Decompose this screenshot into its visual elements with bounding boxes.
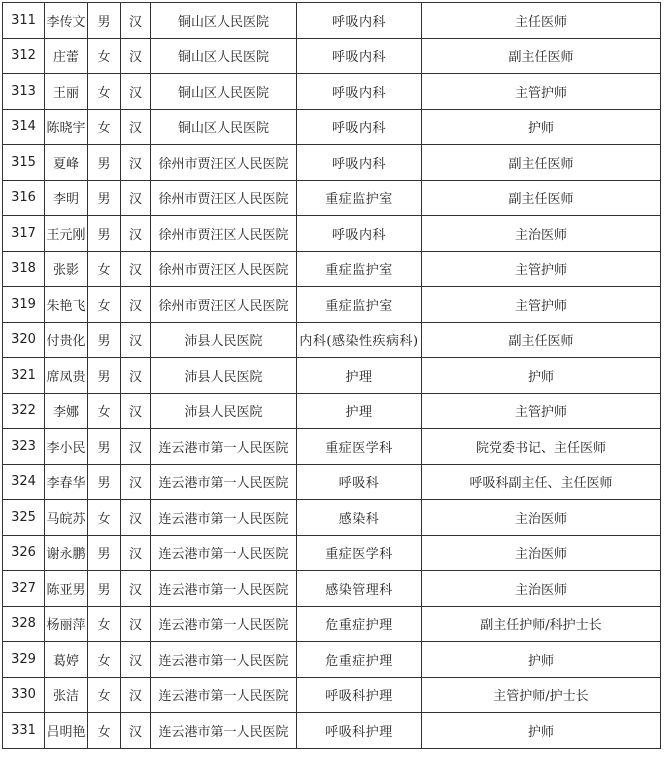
job-title-cell: 主管护师 [422, 74, 661, 110]
person-name: 李小民 [45, 429, 88, 465]
hospital-cell: 徐州市贾汪区人民医院 [151, 180, 297, 216]
gender-cell: 男 [88, 571, 121, 607]
row-number: 320 [3, 322, 45, 358]
job-title-cell: 院党委书记、主任医师 [422, 429, 661, 465]
job-title-cell: 护师 [422, 713, 661, 749]
department-cell: 重症医学科 [297, 429, 422, 465]
staff-table [2, 2, 661, 749]
person-name: 席凤贵 [45, 358, 88, 394]
hospital-cell: 连云港市第一人民医院 [151, 677, 297, 713]
person-name: 王元刚 [45, 216, 88, 252]
hospital-cell: 铜山区人民医院 [151, 109, 297, 145]
ethnicity-cell: 汉 [121, 251, 151, 287]
gender-cell: 女 [88, 251, 121, 287]
hospital-cell: 徐州市贾汪区人民医院 [151, 216, 297, 252]
table-row [3, 500, 661, 536]
job-title-cell: 护师 [422, 642, 661, 678]
row-number: 318 [3, 251, 45, 287]
ethnicity-cell: 汉 [121, 216, 151, 252]
department-cell: 呼吸科 [297, 464, 422, 500]
gender-cell: 女 [88, 500, 121, 536]
row-number: 325 [3, 500, 45, 536]
department-cell: 呼吸内科 [297, 3, 422, 39]
job-title-cell: 主治医师 [422, 535, 661, 571]
row-number: 317 [3, 216, 45, 252]
job-title-cell: 呼吸科副主任、主任医师 [422, 464, 661, 500]
person-name: 李传文 [45, 3, 88, 39]
person-name: 陈晓宇 [45, 109, 88, 145]
department-cell: 危重症护理 [297, 642, 422, 678]
gender-cell: 女 [88, 677, 121, 713]
gender-cell: 男 [88, 535, 121, 571]
row-number: 321 [3, 358, 45, 394]
job-title-cell: 副主任护师/科护士长 [422, 606, 661, 642]
person-name: 夏峰 [45, 145, 88, 181]
person-name: 马皖苏 [45, 500, 88, 536]
person-name: 庄蕾 [45, 38, 88, 74]
ethnicity-cell: 汉 [121, 109, 151, 145]
hospital-cell: 沛县人民医院 [151, 358, 297, 394]
ethnicity-cell: 汉 [121, 713, 151, 749]
row-number: 316 [3, 180, 45, 216]
hospital-cell: 沛县人民医院 [151, 393, 297, 429]
table-row [3, 287, 661, 323]
ethnicity-cell: 汉 [121, 358, 151, 394]
gender-cell: 男 [88, 216, 121, 252]
gender-cell: 女 [88, 109, 121, 145]
person-name: 李春华 [45, 464, 88, 500]
department-cell: 呼吸内科 [297, 216, 422, 252]
ethnicity-cell: 汉 [121, 322, 151, 358]
ethnicity-cell: 汉 [121, 393, 151, 429]
person-name: 吕明艳 [45, 713, 88, 749]
hospital-cell: 徐州市贾汪区人民医院 [151, 145, 297, 181]
gender-cell: 男 [88, 322, 121, 358]
row-number: 319 [3, 287, 45, 323]
ethnicity-cell: 汉 [121, 429, 151, 465]
gender-cell: 女 [88, 393, 121, 429]
row-number: 311 [3, 3, 45, 39]
table-row [3, 251, 661, 287]
row-number: 329 [3, 642, 45, 678]
hospital-cell: 连云港市第一人民医院 [151, 571, 297, 607]
job-title-cell: 副主任医师 [422, 38, 661, 74]
person-name: 朱艳飞 [45, 287, 88, 323]
job-title-cell: 副主任医师 [422, 145, 661, 181]
table-row [3, 216, 661, 252]
person-name: 付贵化 [45, 322, 88, 358]
job-title-cell: 主管护师/护士长 [422, 677, 661, 713]
hospital-cell: 铜山区人民医院 [151, 74, 297, 110]
table-row [3, 571, 661, 607]
table-row [3, 464, 661, 500]
department-cell: 呼吸内科 [297, 74, 422, 110]
table-row [3, 677, 661, 713]
job-title-cell: 主管护师 [422, 393, 661, 429]
ethnicity-cell: 汉 [121, 180, 151, 216]
row-number: 330 [3, 677, 45, 713]
ethnicity-cell: 汉 [121, 74, 151, 110]
gender-cell: 男 [88, 429, 121, 465]
row-number: 322 [3, 393, 45, 429]
staff-table-body [3, 3, 661, 749]
job-title-cell: 主管护师 [422, 251, 661, 287]
department-cell: 呼吸内科 [297, 38, 422, 74]
row-number: 324 [3, 464, 45, 500]
department-cell: 护理 [297, 358, 422, 394]
ethnicity-cell: 汉 [121, 464, 151, 500]
department-cell: 重症监护室 [297, 251, 422, 287]
department-cell: 重症监护室 [297, 287, 422, 323]
hospital-cell: 徐州市贾汪区人民医院 [151, 287, 297, 323]
job-title-cell: 护师 [422, 358, 661, 394]
gender-cell: 男 [88, 145, 121, 181]
department-cell: 护理 [297, 393, 422, 429]
hospital-cell: 连云港市第一人民医院 [151, 429, 297, 465]
table-row [3, 180, 661, 216]
table-row [3, 74, 661, 110]
job-title-cell: 护师 [422, 109, 661, 145]
row-number: 313 [3, 74, 45, 110]
row-number: 328 [3, 606, 45, 642]
row-number: 326 [3, 535, 45, 571]
row-number: 312 [3, 38, 45, 74]
table-row [3, 535, 661, 571]
gender-cell: 女 [88, 287, 121, 323]
person-name: 张影 [45, 251, 88, 287]
person-name: 陈亚男 [45, 571, 88, 607]
job-title-cell: 副主任医师 [422, 322, 661, 358]
table-row [3, 393, 661, 429]
gender-cell: 男 [88, 464, 121, 500]
hospital-cell: 铜山区人民医院 [151, 3, 297, 39]
table-row [3, 145, 661, 181]
table-row [3, 713, 661, 749]
hospital-cell: 徐州市贾汪区人民医院 [151, 251, 297, 287]
gender-cell: 男 [88, 358, 121, 394]
row-number: 323 [3, 429, 45, 465]
ethnicity-cell: 汉 [121, 677, 151, 713]
row-number: 327 [3, 571, 45, 607]
table-row [3, 109, 661, 145]
person-name: 张洁 [45, 677, 88, 713]
job-title-cell: 主任医师 [422, 3, 661, 39]
hospital-cell: 连云港市第一人民医院 [151, 642, 297, 678]
job-title-cell: 主治医师 [422, 216, 661, 252]
department-cell: 呼吸内科 [297, 109, 422, 145]
table-row [3, 642, 661, 678]
ethnicity-cell: 汉 [121, 500, 151, 536]
ethnicity-cell: 汉 [121, 38, 151, 74]
job-title-cell: 主管护师 [422, 287, 661, 323]
person-name: 李明 [45, 180, 88, 216]
department-cell: 感染科 [297, 500, 422, 536]
department-cell: 危重症护理 [297, 606, 422, 642]
department-cell: 呼吸内科 [297, 145, 422, 181]
staff-list-sheet [2, 2, 661, 749]
hospital-cell: 连云港市第一人民医院 [151, 713, 297, 749]
table-row [3, 606, 661, 642]
person-name: 杨丽萍 [45, 606, 88, 642]
ethnicity-cell: 汉 [121, 3, 151, 39]
department-cell: 呼吸科护理 [297, 713, 422, 749]
person-name: 王丽 [45, 74, 88, 110]
hospital-cell: 沛县人民医院 [151, 322, 297, 358]
gender-cell: 男 [88, 180, 121, 216]
gender-cell: 女 [88, 713, 121, 749]
hospital-cell: 连云港市第一人民医院 [151, 535, 297, 571]
ethnicity-cell: 汉 [121, 287, 151, 323]
table-row [3, 322, 661, 358]
ethnicity-cell: 汉 [121, 535, 151, 571]
hospital-cell: 铜山区人民医院 [151, 38, 297, 74]
table-row [3, 38, 661, 74]
gender-cell: 男 [88, 3, 121, 39]
table-row [3, 358, 661, 394]
department-cell: 内科(感染性疾病科) [297, 322, 422, 358]
table-row [3, 429, 661, 465]
person-name: 谢永鹏 [45, 535, 88, 571]
gender-cell: 女 [88, 606, 121, 642]
job-title-cell: 主治医师 [422, 500, 661, 536]
ethnicity-cell: 汉 [121, 642, 151, 678]
gender-cell: 女 [88, 38, 121, 74]
hospital-cell: 连云港市第一人民医院 [151, 464, 297, 500]
person-name: 葛婷 [45, 642, 88, 678]
table-row [3, 3, 661, 39]
job-title-cell: 副主任医师 [422, 180, 661, 216]
person-name: 李娜 [45, 393, 88, 429]
ethnicity-cell: 汉 [121, 606, 151, 642]
department-cell: 呼吸科护理 [297, 677, 422, 713]
gender-cell: 女 [88, 642, 121, 678]
row-number: 315 [3, 145, 45, 181]
ethnicity-cell: 汉 [121, 145, 151, 181]
row-number: 314 [3, 109, 45, 145]
gender-cell: 女 [88, 74, 121, 110]
hospital-cell: 连云港市第一人民医院 [151, 606, 297, 642]
hospital-cell: 连云港市第一人民医院 [151, 500, 297, 536]
row-number: 331 [3, 713, 45, 749]
job-title-cell: 主治医师 [422, 571, 661, 607]
ethnicity-cell: 汉 [121, 571, 151, 607]
department-cell: 重症医学科 [297, 535, 422, 571]
department-cell: 感染管理科 [297, 571, 422, 607]
department-cell: 重症监护室 [297, 180, 422, 216]
